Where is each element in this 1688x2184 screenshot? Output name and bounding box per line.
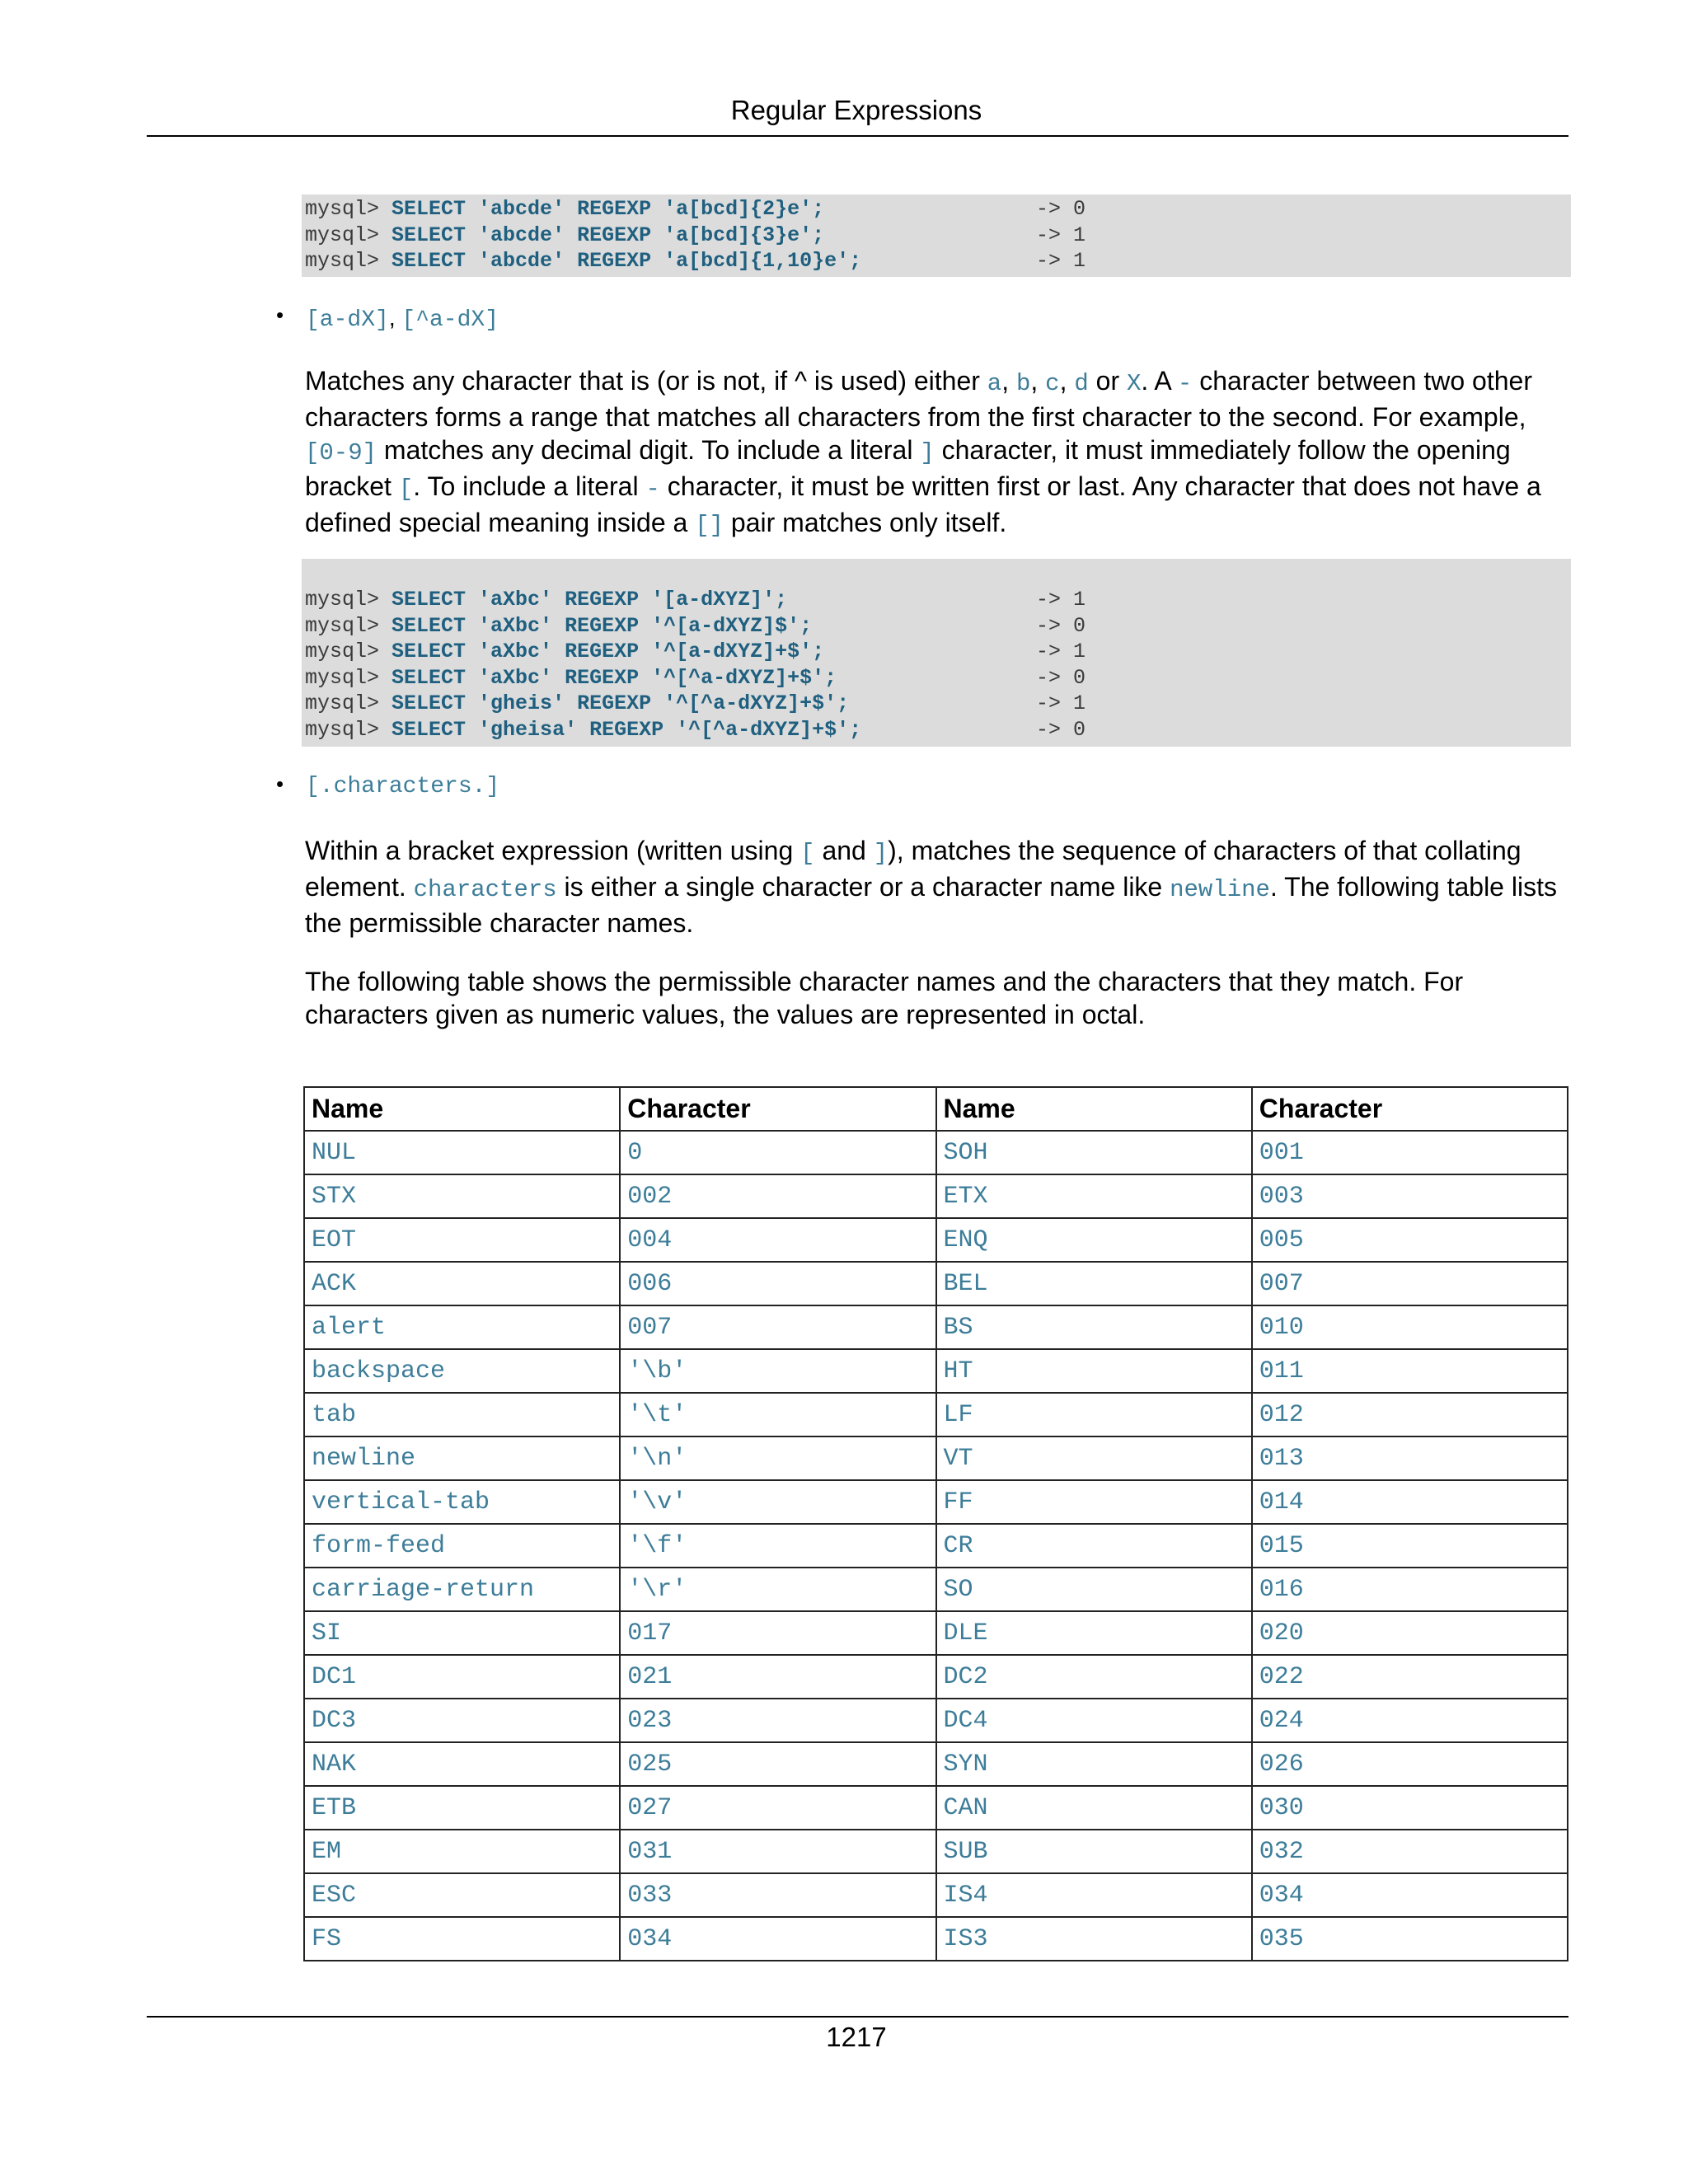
table-row [304,1786,1568,1830]
table-row [304,1131,1568,1174]
table-cell: 010 [1252,1305,1568,1349]
table-cell: 031 [620,1830,935,1873]
table-cell: IS3 [936,1917,1252,1961]
table-cell: 0 [620,1131,935,1174]
table-cell: backspace [304,1349,620,1393]
code-prompt: mysql> [305,197,392,221]
table-cell: ESC [304,1873,620,1917]
table-cell: LF [936,1393,1252,1436]
table-cell: '\b' [620,1349,935,1393]
table-cell: 007 [1252,1262,1568,1305]
table-cell: 030 [1252,1786,1568,1830]
code-result: -> 1 [1036,640,1086,664]
table-row [304,1524,1568,1568]
code-line [305,665,1571,691]
code-prompt: mysql> [305,223,392,247]
table-cell: '\t' [620,1393,935,1436]
term-negated-range: [^a-dX] [401,307,499,333]
table-row [304,1873,1568,1917]
column-header: Character [1252,1087,1568,1131]
table-cell: 014 [1252,1480,1568,1524]
code-line [305,717,1571,743]
code-statement: SELECT 'gheis' REGEXP '^[^a-dXYZ]+$'; [392,691,850,716]
code-statement: SELECT 'abcde' REGEXP 'a[bcd]{1,10}e'; [392,249,862,274]
table-cell: 026 [1252,1742,1568,1786]
table-cell: CR [936,1524,1252,1568]
code-prompt: mysql> [305,640,392,664]
term-range: [a-dX] [306,307,389,333]
table-cell: 006 [620,1262,935,1305]
column-header: Name [304,1087,620,1131]
page-header-title: Regular Expressions [730,95,982,125]
paragraph-range-description: Matches any character that is (or is not, if ^ is used) either a, b, c, d or X. A - character between two other characters forms a range that matches all characters from the first character to the second. For example, [0-9] matches any decimal digit. To include a literal ] character, it must immediately follow the opening bracket [. To include a literal - character, it must be written first or last. Any character that does not have a defined special meaning inside a [] pair matches only itself. [305,366,1541,539]
table-row [304,1349,1568,1393]
code-statement: SELECT 'aXbc' REGEXP '^[a-dXYZ]+$'; [392,640,825,664]
bullet-dot-icon: • [276,771,284,796]
table-cell: DLE [936,1611,1252,1655]
code-block-quantifier-examples [302,194,1571,277]
character-names-table [303,1086,1568,1961]
table-row [304,1393,1568,1436]
table-cell: 027 [620,1786,935,1830]
page-number: 1217 [826,2022,887,2052]
code-result: -> 1 [1036,223,1086,247]
paragraph-table-intro: The following table shows the permissible character names and the characters that they match. For characters given as numeric values, the values are represented in octal. [305,967,1464,1029]
table-cell: 004 [620,1218,935,1262]
table-cell: vertical-tab [304,1480,620,1524]
code-prompt: mysql> [305,613,392,638]
table-row [304,1830,1568,1873]
table-cell: 012 [1252,1393,1568,1436]
term-separator: , [388,305,402,330]
table-cell: SI [304,1611,620,1655]
table-cell: NUL [304,1131,620,1174]
table-cell: 002 [620,1174,935,1218]
table-cell: SYN [936,1742,1252,1786]
table-cell: ETB [304,1786,620,1830]
table-row [304,1262,1568,1305]
code-line [305,223,1571,249]
table-cell: 017 [620,1611,935,1655]
code-line [305,613,1571,640]
table-cell: '\v' [620,1480,935,1524]
table-row [304,1742,1568,1786]
table-cell: 025 [620,1742,935,1786]
code-result: -> 1 [1036,588,1086,612]
table-cell: 034 [620,1917,935,1961]
table-cell: CAN [936,1786,1252,1830]
table-cell: 035 [1252,1917,1568,1961]
table-cell: HT [936,1349,1252,1393]
code-line [305,691,1571,717]
table-cell: IS4 [936,1873,1252,1917]
table-cell: NAK [304,1742,620,1786]
table-cell: DC3 [304,1699,620,1742]
table-cell: 003 [1252,1174,1568,1218]
code-statement: SELECT 'aXbc' REGEXP '^[^a-dXYZ]+$'; [392,665,837,690]
table-cell: carriage-return [304,1568,620,1611]
table-cell: ETX [936,1174,1252,1218]
code-statement: SELECT 'abcde' REGEXP 'a[bcd]{2}e'; [392,197,825,221]
table-cell: 021 [620,1655,935,1699]
code-result: -> 0 [1036,717,1086,742]
paragraph-collating-description: Within a bracket expression (written using [ and ]), matches the sequence of characters of that collating element. characters is either a single character or a character name like newline. The following table lists the permissible character names. [305,836,1557,938]
table-cell: '\r' [620,1568,935,1611]
table-cell: DC2 [936,1655,1252,1699]
table-cell: DC1 [304,1655,620,1699]
table-row [304,1917,1568,1961]
table-row [304,1174,1568,1218]
table-cell: 015 [1252,1524,1568,1568]
table-cell: 033 [620,1873,935,1917]
code-result: -> 0 [1036,197,1086,221]
table-cell: 023 [620,1699,935,1742]
code-result: -> 1 [1036,691,1086,716]
code-statement: SELECT 'abcde' REGEXP 'a[bcd]{3}e'; [392,223,825,247]
table-cell: ENQ [936,1218,1252,1262]
code-statement: SELECT 'aXbc' REGEXP '^[a-dXYZ]$'; [392,613,813,638]
table-cell: 032 [1252,1830,1568,1873]
table-cell: '\f' [620,1524,935,1568]
table-cell: '\n' [620,1436,935,1480]
table-cell: EM [304,1830,620,1873]
code-result: -> 0 [1036,665,1086,690]
footer-rule [147,2016,1568,2018]
table-cell: 001 [1252,1131,1568,1174]
table-cell: VT [936,1436,1252,1480]
table-cell: DC4 [936,1699,1252,1742]
table-cell: ACK [304,1262,620,1305]
table-cell: 005 [1252,1218,1568,1262]
code-prompt: mysql> [305,588,392,612]
table-cell: 020 [1252,1611,1568,1655]
table-cell: EOT [304,1218,620,1262]
bullet-dot-icon: • [276,302,284,327]
table-cell: 024 [1252,1699,1568,1742]
table-cell: 034 [1252,1873,1568,1917]
code-result: -> 0 [1036,613,1086,638]
table-cell: BEL [936,1262,1252,1305]
code-line [305,639,1571,665]
code-prompt: mysql> [305,249,392,274]
code-prompt: mysql> [305,665,392,690]
code-prompt: mysql> [305,717,392,742]
table-cell: alert [304,1305,620,1349]
bullet-term [306,302,499,337]
table-row [304,1218,1568,1262]
table-row [304,1305,1568,1349]
code-line [305,248,1571,274]
table-row [304,1568,1568,1611]
code-statement: SELECT 'aXbc' REGEXP '[a-dXYZ]'; [392,588,788,612]
column-header: Name [936,1087,1252,1131]
table-cell: SOH [936,1131,1252,1174]
table-cell: FF [936,1480,1252,1524]
code-statement: SELECT 'gheisa' REGEXP '^[^a-dXYZ]+$'; [392,717,862,742]
table-row [304,1480,1568,1524]
table-row [304,1655,1568,1699]
table-cell: 011 [1252,1349,1568,1393]
table-header-row [304,1087,1568,1131]
table-cell: tab [304,1393,620,1436]
table-row [304,1436,1568,1480]
table-cell: SUB [936,1830,1252,1873]
table-cell: 016 [1252,1568,1568,1611]
table-cell: SO [936,1568,1252,1611]
code-line [305,587,1571,613]
bullet-term: [.characters.] [306,774,500,799]
code-prompt: mysql> [305,691,392,716]
table-cell: STX [304,1174,620,1218]
code-block-range-examples [302,559,1571,747]
table-cell: 013 [1252,1436,1568,1480]
code-result: -> 1 [1036,249,1086,274]
column-header: Character [620,1087,935,1131]
table-cell: FS [304,1917,620,1961]
table-cell: BS [936,1305,1252,1349]
code-line [305,196,1571,223]
table-cell: form-feed [304,1524,620,1568]
table-row [304,1699,1568,1742]
table-cell: newline [304,1436,620,1480]
table-cell: 022 [1252,1655,1568,1699]
table-row [304,1611,1568,1655]
table-cell: 007 [620,1305,935,1349]
header-rule [147,135,1568,137]
